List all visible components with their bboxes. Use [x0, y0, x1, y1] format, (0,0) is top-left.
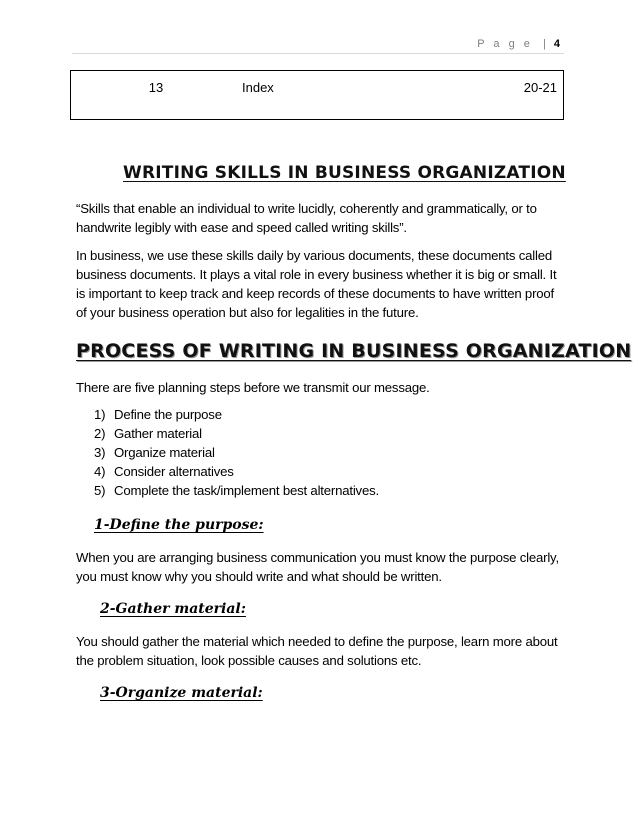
page-header [0, 38, 560, 50]
index-table [70, 70, 564, 120]
page-label: P a g e [477, 38, 533, 50]
section-heading-writing-skills: WRITING SKILLS IN BUSINESS ORGANIZATION [123, 163, 566, 183]
subheading-define-purpose: 1-Define the purpose: [94, 517, 264, 533]
define-purpose-paragraph: When you are arranging business communication you must know the purpose clearly, you must know why you should write and what should be written. [76, 550, 559, 584]
planning-steps-list [76, 405, 379, 500]
index-title: Index [242, 80, 274, 95]
gather-material-paragraph: You should gather the material which needed to define the purpose, learn more about the problem situation, look possible causes and solutions etc. [76, 634, 558, 668]
steps-intro: There are five planning steps before we transmit our message. [76, 380, 430, 395]
list-item: 1) Define the purpose [94, 407, 222, 422]
list-item: 5) Complete the task/implement best alternatives. [94, 483, 379, 498]
subheading-gather-material: 2-Gather material: [100, 601, 246, 617]
subheading-organize-material: 3-Organize material: [100, 685, 263, 701]
index-pages: 20-21 [523, 80, 557, 95]
section-heading-process: PROCESS OF WRITING IN BUSINESS ORGANIZATION [76, 340, 632, 362]
table-row [71, 71, 564, 120]
definition-paragraph: “Skills that enable an individual to write lucidly, coherently and grammatically, or to handwrite legibly with ease and speed called writing skills”. [76, 201, 537, 235]
page-separator: | [542, 38, 546, 50]
header-divider [72, 53, 564, 54]
index-number: 13 [148, 80, 164, 95]
business-usage-paragraph: In business, we use these skills daily by various documents, these documents called business documents. It plays a vital role in every business whether it is big or small. It is important to keep track and keep records of these documents to have written proof of your business operation but also for legalities in the future. [76, 248, 557, 320]
list-item: 4) Consider alternatives [94, 464, 234, 479]
page-number: 4 [553, 38, 560, 50]
list-item: 3) Organize material [94, 445, 215, 460]
list-item: 2) Gather material [94, 426, 202, 441]
